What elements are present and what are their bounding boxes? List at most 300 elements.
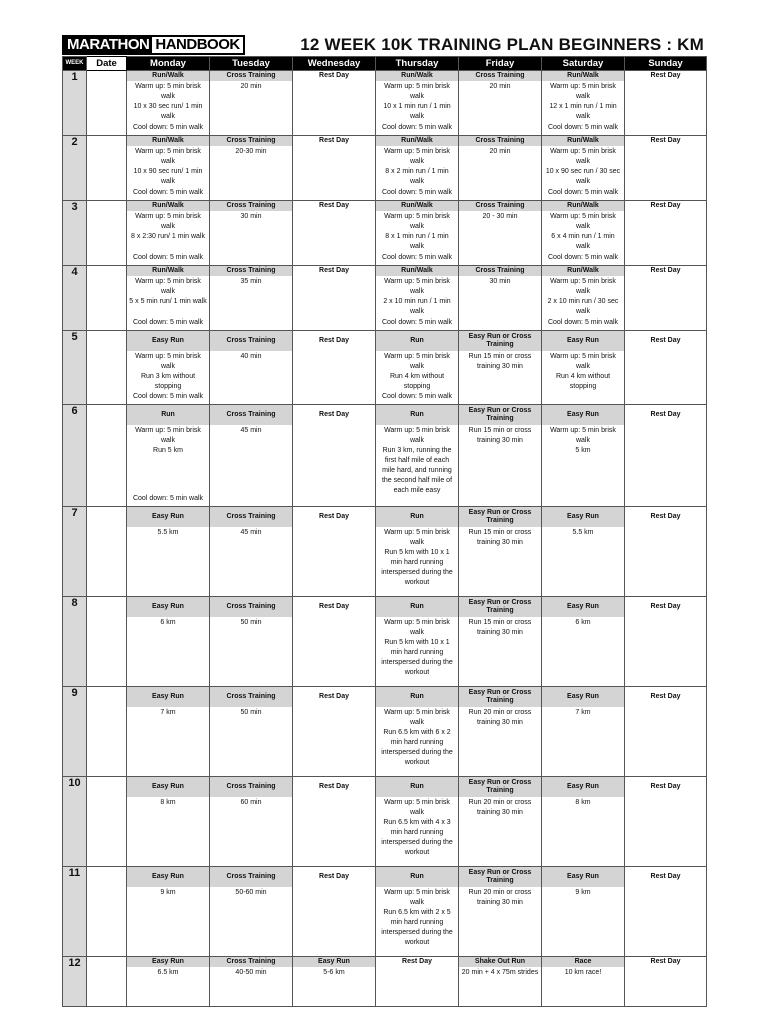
workout-detail-line: 12 x 1 min run / 1 min walk: [549, 103, 617, 120]
workout-detail-line: Warm up: 5 min brisk walk: [550, 213, 616, 230]
day-cell: [625, 71, 707, 136]
workout-type-label: Cross Training: [210, 405, 292, 425]
date-cell[interactable]: [87, 201, 127, 266]
workout-detail-line: 10 km race!: [564, 969, 602, 976]
workout-detail-line: 5 km: [575, 447, 591, 454]
workout-detail-line: Warm up: 5 min brisk walk: [135, 213, 201, 230]
workout-detail-line: 6.5 km: [157, 969, 179, 976]
workout-detail-line: 2 x 10 min run / 30 sec walk: [547, 298, 619, 315]
day-cell: [210, 777, 293, 867]
day-cell: [127, 777, 210, 867]
workout-details: [127, 146, 209, 199]
workout-type-label: Easy Run: [542, 331, 624, 351]
workout-detail-line: Warm up: 5 min brisk walk: [384, 278, 450, 295]
week-number: 9: [63, 687, 87, 777]
workout-detail-line: Run 15 min or cross training 30 min: [468, 619, 532, 636]
workout-type-label: Rest Day: [319, 267, 349, 274]
workout-type-label: Run: [376, 687, 458, 707]
workout-type-label: Easy Run or Cross Training: [459, 597, 541, 617]
workout-type-label: Easy Run or Cross Training: [459, 777, 541, 797]
day-cell: [127, 687, 210, 777]
workout-type-label: Run: [376, 507, 458, 527]
day-cell: [210, 405, 293, 507]
day-cell: [210, 266, 293, 331]
workout-type-label: Easy Run or Cross Training: [459, 687, 541, 707]
header-row: [63, 57, 707, 71]
workout-detail-line: 45 min: [240, 529, 262, 536]
workout-detail-line: 10 x 90 sec run/ 1 min walk: [133, 168, 203, 185]
workout-type-label: Run/Walk: [376, 201, 458, 211]
date-cell[interactable]: [87, 136, 127, 201]
workout-type-label: Race: [542, 957, 624, 967]
workout-detail-line: Warm up: 5 min brisk walk: [384, 213, 450, 230]
workout-detail-line: 6 km: [575, 619, 591, 626]
workout-details: [459, 797, 541, 865]
day-cell: [459, 136, 542, 201]
workout-type-label: Run/Walk: [542, 266, 624, 276]
day-cell: [542, 405, 625, 507]
day-cell: [376, 507, 459, 597]
day-cell: [127, 71, 210, 136]
workout-type-label: Rest Day: [650, 513, 681, 520]
workout-type-label: Easy Run: [542, 777, 624, 797]
workout-type-label: Run/Walk: [127, 136, 209, 146]
day-cell: [542, 597, 625, 687]
workout-detail-line: 10 x 90 sec run / 30 sec walk: [545, 168, 621, 185]
date-cell[interactable]: [87, 597, 127, 687]
workout-detail-line: Warm up: 5 min brisk walk: [384, 148, 450, 165]
workout-detail-line: Run 5 km with 10 x 1 min hard running interspersed during the workout: [381, 639, 453, 676]
day-cell: [625, 136, 707, 201]
workout-detail-line: Run 6.5 km with 6 x 2 min hard running interspersed during the workout: [381, 729, 453, 766]
workout-type-label: Rest Day: [650, 411, 681, 418]
day-cell: [127, 597, 210, 687]
workout-detail-line: Cool down: 5 min walk: [547, 189, 619, 196]
workout-type-label: Run: [376, 405, 458, 425]
day-cell: [625, 957, 707, 1007]
workout-detail-line: 5 x 5 min run/ 1 min walk: [129, 298, 207, 305]
week-row: [63, 201, 707, 266]
workout-detail-line: Run 6.5 km with 4 x 3 min hard running interspersed during the workout: [381, 819, 453, 856]
workout-type-label: Run/Walk: [127, 71, 209, 81]
workout-details: [210, 617, 292, 685]
workout-type-label: Easy Run or Cross Training: [459, 331, 541, 351]
workout-type-label: Run: [376, 867, 458, 887]
workout-detail-line: Warm up: 5 min brisk walk: [384, 799, 450, 816]
day-cell: [210, 867, 293, 957]
day-column-header: Tuesday: [210, 57, 293, 71]
workout-type-label: Rest Day: [319, 603, 349, 610]
workout-detail-line: Warm up: 5 min brisk walk: [384, 889, 450, 906]
day-cell: [459, 405, 542, 507]
workout-type-label: Easy Run: [542, 405, 624, 425]
week-row: [63, 71, 707, 136]
day-cell: [127, 136, 210, 201]
workout-detail-line: Run 4 km without stopping: [555, 373, 611, 390]
workout-details: [542, 707, 624, 775]
date-cell[interactable]: [87, 507, 127, 597]
workout-detail-line: 9 km: [160, 889, 176, 896]
week-row: [63, 687, 707, 777]
workout-details: [542, 797, 624, 865]
week-row: [63, 957, 707, 1007]
workout-type-label: Rest Day: [319, 137, 349, 144]
workout-type-label: Run/Walk: [542, 201, 624, 211]
workout-detail-line: 6 x 4 min run / 1 min walk: [551, 233, 615, 250]
page-title: 12 WEEK 10K TRAINING PLAN BEGINNERS : KM: [300, 35, 704, 54]
day-cell: [127, 867, 210, 957]
workout-details: [210, 211, 292, 264]
workout-detail-line: Cool down: 5 min walk: [547, 124, 619, 131]
day-cell: [459, 597, 542, 687]
week-number: 4: [63, 266, 87, 331]
day-cell: [459, 957, 542, 1007]
workout-detail-line: 8 km: [160, 799, 176, 806]
workout-type-label: Cross Training: [210, 71, 292, 81]
workout-detail-line: 8 x 2:30 run/ 1 min walk: [131, 233, 205, 240]
workout-type-label: Easy Run: [127, 867, 209, 887]
workout-detail-line: Warm up: 5 min brisk walk: [135, 83, 201, 100]
workout-details: [127, 81, 209, 134]
workout-details: [542, 425, 624, 505]
workout-type-label: Easy Run: [127, 331, 209, 351]
week-row: [63, 331, 707, 405]
workout-detail-line: Cool down: 5 min walk: [381, 254, 453, 261]
date-cell[interactable]: [87, 266, 127, 331]
day-cell: [210, 957, 293, 1007]
workout-detail-line: 20 min: [240, 83, 262, 90]
workout-detail-line: Run 15 min or cross training 30 min: [468, 353, 532, 370]
workout-detail-line: 60 min: [240, 799, 262, 806]
workout-type-label: Run/Walk: [376, 71, 458, 81]
workout-type-label: Easy Run: [127, 597, 209, 617]
day-cell: [625, 777, 707, 867]
workout-type-label: Easy Run: [127, 777, 209, 797]
workout-details: [127, 527, 209, 595]
workout-details: [459, 887, 541, 955]
workout-detail-line: Run 20 min or cross training 30 min: [468, 709, 532, 726]
workout-details: [459, 81, 541, 134]
workout-detail-line: Warm up: 5 min brisk walk: [135, 148, 201, 165]
workout-detail-line: Cool down: 5 min walk: [381, 319, 453, 326]
workout-detail-line: 8 x 2 min run / 1 min walk: [385, 168, 449, 185]
workout-details: [127, 425, 209, 505]
workout-type-label: Rest Day: [319, 411, 349, 418]
day-cell: [293, 867, 376, 957]
workout-detail-line: 7 km: [160, 709, 176, 716]
day-cell: [127, 331, 210, 405]
week-row: [63, 405, 707, 507]
workout-details: [127, 707, 209, 775]
day-column-header: Saturday: [542, 57, 625, 71]
workout-type-label: Cross Training: [459, 266, 541, 276]
workout-type-label: Easy Run: [127, 507, 209, 527]
day-cell: [376, 597, 459, 687]
week-row: [63, 867, 707, 957]
week-number: 11: [63, 867, 87, 957]
day-column-header: Wednesday: [293, 57, 376, 71]
workout-detail-line: 40 min: [240, 353, 262, 360]
week-number: 2: [63, 136, 87, 201]
workout-detail-line: Warm up: 5 min brisk walk: [384, 83, 450, 100]
day-cell: [376, 331, 459, 405]
day-cell: [542, 507, 625, 597]
workout-detail-line: Warm up: 5 min brisk walk: [135, 427, 201, 444]
workout-type-label: Cross Training: [459, 201, 541, 211]
workout-detail-line: Run 20 min or cross training 30 min: [468, 889, 532, 906]
day-cell: [542, 71, 625, 136]
workout-details: [376, 276, 458, 329]
workout-detail-line: Cool down: 5 min walk: [132, 319, 204, 326]
workout-details: [127, 276, 209, 329]
day-cell: [293, 136, 376, 201]
workout-type-label: Rest Day: [650, 202, 681, 209]
date-cell[interactable]: [87, 867, 127, 957]
workout-detail-line: 5.5 km: [157, 529, 179, 536]
workout-detail-line: Warm up: 5 min brisk walk: [550, 83, 616, 100]
day-cell: [376, 957, 459, 1007]
workout-detail-line: Warm up: 5 min brisk walk: [384, 353, 450, 370]
workout-detail-line: Run 3 km, running the first half mile of each mile hard, and running the second half mile of each mile easy: [381, 447, 453, 494]
workout-detail-line: 20-30 min: [235, 148, 267, 155]
workout-details: [542, 211, 624, 264]
week-row: [63, 777, 707, 867]
day-cell: [542, 331, 625, 405]
workout-type-label: Cross Training: [210, 777, 292, 797]
week-number: 8: [63, 597, 87, 687]
training-plan-table: [62, 56, 707, 1007]
workout-details: [127, 967, 209, 1005]
brand-logo-part2: HANDBOOK: [155, 36, 240, 53]
workout-details: [210, 351, 292, 403]
workout-details: [459, 276, 541, 329]
workout-type-label: Run: [376, 597, 458, 617]
day-cell: [376, 687, 459, 777]
workout-details: [376, 211, 458, 264]
workout-details: [210, 527, 292, 595]
workout-details: [127, 351, 209, 403]
date-cell[interactable]: [87, 687, 127, 777]
workout-detail-line: Warm up: 5 min brisk walk: [550, 278, 616, 295]
workout-type-label: Easy Run: [542, 597, 624, 617]
workout-detail-line: 6 km: [160, 619, 176, 626]
day-cell: [625, 867, 707, 957]
date-column-header: Date: [87, 57, 127, 71]
day-cell: [127, 507, 210, 597]
day-cell: [459, 331, 542, 405]
workout-type-label: Easy Run: [542, 507, 624, 527]
day-cell: [542, 957, 625, 1007]
workout-type-label: Run/Walk: [376, 266, 458, 276]
brand-logo-part1: MARATHON: [64, 37, 152, 53]
workout-type-label: Rest Day: [650, 783, 681, 790]
workout-detail-line: Cool down: 5 min walk: [132, 393, 204, 400]
workout-type-label: Rest Day: [650, 267, 681, 274]
day-cell: [459, 777, 542, 867]
workout-details: [459, 617, 541, 685]
week-number: 1: [63, 71, 87, 136]
day-cell: [293, 405, 376, 507]
workout-detail-line: Run 4 km without stopping: [389, 373, 445, 390]
workout-detail-line: Run 20 min or cross training 30 min: [468, 799, 532, 816]
day-cell: [459, 687, 542, 777]
workout-type-label: Easy Run: [127, 957, 209, 967]
workout-detail-line: Warm up: 5 min brisk walk: [384, 529, 450, 546]
training-plan-sheet: [62, 34, 706, 1008]
day-column-header: Monday: [127, 57, 210, 71]
workout-detail-line: 7 km: [575, 709, 591, 716]
workout-type-label: Rest Day: [650, 603, 681, 610]
day-column-header: Friday: [459, 57, 542, 71]
workout-type-label: Cross Training: [459, 71, 541, 81]
day-cell: [293, 266, 376, 331]
day-cell: [459, 867, 542, 957]
workout-detail-line: 50 min: [240, 619, 262, 626]
date-cell[interactable]: [87, 777, 127, 867]
day-cell: [459, 201, 542, 266]
week-row: [63, 507, 707, 597]
workout-detail-line: Warm up: 5 min brisk walk: [135, 353, 201, 370]
workout-detail-line: 50-60 min: [235, 889, 267, 896]
workout-detail-line: 45 min: [240, 427, 262, 434]
workout-detail-line: 8 x 1 min run / 1 min walk: [385, 233, 449, 250]
workout-detail-line: 50 min: [240, 709, 262, 716]
workout-type-label: Easy Run or Cross Training: [459, 867, 541, 887]
workout-type-label: Cross Training: [210, 136, 292, 146]
workout-type-label: Cross Training: [210, 597, 292, 617]
day-column-header: Thursday: [376, 57, 459, 71]
day-cell: [293, 71, 376, 136]
workout-type-label: Run: [376, 331, 458, 351]
workout-details: [542, 887, 624, 955]
date-cell[interactable]: [87, 71, 127, 136]
workout-type-label: Rest Day: [650, 693, 681, 700]
workout-details: [459, 425, 541, 505]
day-cell: [210, 507, 293, 597]
date-cell[interactable]: [87, 957, 127, 1007]
workout-type-label: Rest Day: [319, 337, 349, 344]
workout-detail-line: Warm up: 5 min brisk walk: [384, 619, 450, 636]
day-cell: [542, 777, 625, 867]
workout-type-label: Rest Day: [402, 958, 432, 965]
workout-details: [542, 351, 624, 403]
date-cell[interactable]: [87, 405, 127, 507]
workout-type-label: Rest Day: [319, 513, 349, 520]
workout-type-label: Rest Day: [319, 873, 349, 880]
day-cell: [459, 71, 542, 136]
day-cell: [210, 597, 293, 687]
day-cell: [210, 331, 293, 405]
week-number: 12: [63, 957, 87, 1007]
day-cell: [459, 507, 542, 597]
workout-details: [210, 276, 292, 329]
workout-details: [459, 967, 541, 1005]
workout-detail-line: 30 min: [240, 213, 262, 220]
workout-type-label: Rest Day: [650, 337, 681, 344]
day-cell: [293, 331, 376, 405]
workout-details: [459, 527, 541, 595]
workout-type-label: Easy Run: [542, 867, 624, 887]
workout-detail-line: Warm up: 5 min brisk walk: [550, 427, 616, 444]
workout-type-label: Rest Day: [650, 137, 681, 144]
workout-detail-line: Warm up: 5 min brisk walk: [550, 148, 616, 165]
workout-details: [127, 797, 209, 865]
day-cell: [127, 405, 210, 507]
training-plan-body: [63, 71, 707, 1007]
workout-detail-line: Warm up: 5 min brisk walk: [550, 353, 616, 370]
workout-detail-line: 20 min: [489, 83, 511, 90]
workout-type-label: Cross Training: [459, 136, 541, 146]
workout-detail-line: 20 min + 4 x 75m strides: [461, 969, 539, 976]
day-cell: [542, 687, 625, 777]
day-cell: [210, 687, 293, 777]
workout-detail-line: Cool down: 5 min walk: [132, 124, 204, 131]
workout-type-label: Cross Training: [210, 687, 292, 707]
workout-detail-line: Run 5 km with 10 x 1 min hard running interspersed during the workout: [381, 549, 453, 586]
workout-details: [376, 887, 458, 955]
date-cell[interactable]: [87, 331, 127, 405]
workout-details: [459, 707, 541, 775]
workout-type-label: Easy Run: [542, 687, 624, 707]
day-cell: [542, 201, 625, 266]
workout-details: [376, 797, 458, 865]
workout-details: [542, 146, 624, 199]
day-cell: [376, 136, 459, 201]
workout-detail-line: Warm up: 5 min brisk walk: [135, 278, 201, 295]
day-cell: [293, 687, 376, 777]
workout-detail-line: Run 3 km without stopping: [140, 373, 196, 390]
day-cell: [293, 957, 376, 1007]
workout-type-label: Run/Walk: [542, 136, 624, 146]
workout-detail-line: 9 km: [575, 889, 591, 896]
workout-details: [542, 967, 624, 1005]
workout-type-label: Easy Run: [127, 687, 209, 707]
workout-detail-line: 5-6 km: [323, 969, 345, 976]
workout-details: [542, 276, 624, 329]
workout-type-label: Rest Day: [650, 72, 681, 79]
workout-type-label: Easy Run or Cross Training: [459, 405, 541, 425]
day-cell: [542, 266, 625, 331]
day-cell: [625, 507, 707, 597]
workout-details: [210, 967, 292, 1005]
workout-details: [542, 81, 624, 134]
workout-detail-line: 10 x 30 sec run/ 1 min walk: [133, 103, 203, 120]
workout-detail-line: Cool down: 5 min walk: [381, 393, 453, 400]
day-cell: [210, 136, 293, 201]
day-cell: [542, 867, 625, 957]
workout-details: [210, 887, 292, 955]
workout-details: [459, 211, 541, 264]
workout-type-label: Cross Training: [210, 201, 292, 211]
week-row: [63, 136, 707, 201]
day-cell: [376, 201, 459, 266]
day-cell: [127, 266, 210, 331]
workout-type-label: Run: [127, 405, 209, 425]
workout-detail-line: Cool down: 5 min walk: [547, 254, 619, 261]
workout-details: [376, 351, 458, 403]
day-cell: [210, 71, 293, 136]
workout-type-label: Run/Walk: [542, 71, 624, 81]
workout-details: [376, 527, 458, 595]
workout-type-label: Rest Day: [319, 72, 349, 79]
day-cell: [625, 597, 707, 687]
workout-details: [210, 707, 292, 775]
workout-details: [376, 617, 458, 685]
workout-detail-line: 30 min: [489, 278, 511, 285]
workout-type-label: Run/Walk: [127, 266, 209, 276]
day-column-header: Sunday: [625, 57, 707, 71]
workout-type-label: Rest Day: [319, 783, 349, 790]
